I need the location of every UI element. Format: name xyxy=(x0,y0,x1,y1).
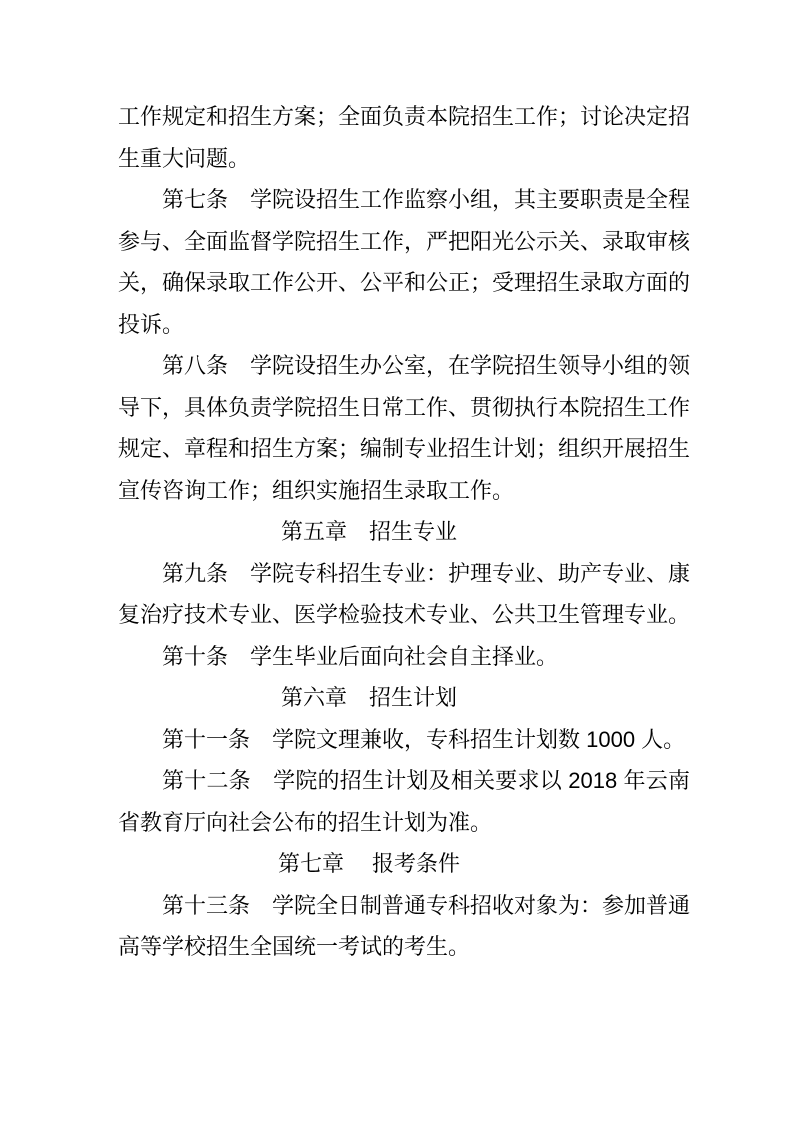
body-paragraph: 第八条 学院设招生办公室，在学院招生领导小组的领导下，具体负责学院招生日常工作、贯彻执行本院招生工作规定、章程和招生方案；编制专业招生计划；组织开展招生宣传咨询工作；组织实施招生录取工作。 xyxy=(118,353,691,503)
chapter-heading: 第六章 招生计划 xyxy=(280,685,457,710)
body-paragraph: 第十二条 学院的招生计划及相关要求以 2018 年云南省教育厅向社会公布的招生计划为准。 xyxy=(118,768,690,835)
body-paragraph: 第七条 学院设招生工作监察小组，其主要职责是全程参与、全面监督学院招生工作，严把阳光公示关、录取审核关，确保录取工作公开、公平和公正；受理招生录取方面的投诉。 xyxy=(118,187,691,337)
body-paragraph: 工作规定和招生方案；全面负责本院招生工作；讨论决定招生重大问题。 xyxy=(118,104,691,171)
body-paragraph: 第十三条 学院全日制普通专科招收对象为：参加普通高等学校招生全国统一考试的考生。 xyxy=(118,892,691,959)
body-paragraph: 第九条 学院专科招生专业：护理专业、助产专业、康复治疗技术专业、医学检验技术专业、公共卫生管理专业。 xyxy=(118,560,691,627)
chapter-heading: 第五章 招生专业 xyxy=(280,519,457,544)
body-paragraph: 第十一条 学院文理兼收，专科招生计划数 1000 人。 xyxy=(162,726,686,752)
body-paragraph: 第十条 学生毕业后面向社会自主择业。 xyxy=(162,643,559,669)
chapter-heading: 第七章 报考条件 xyxy=(277,851,461,876)
